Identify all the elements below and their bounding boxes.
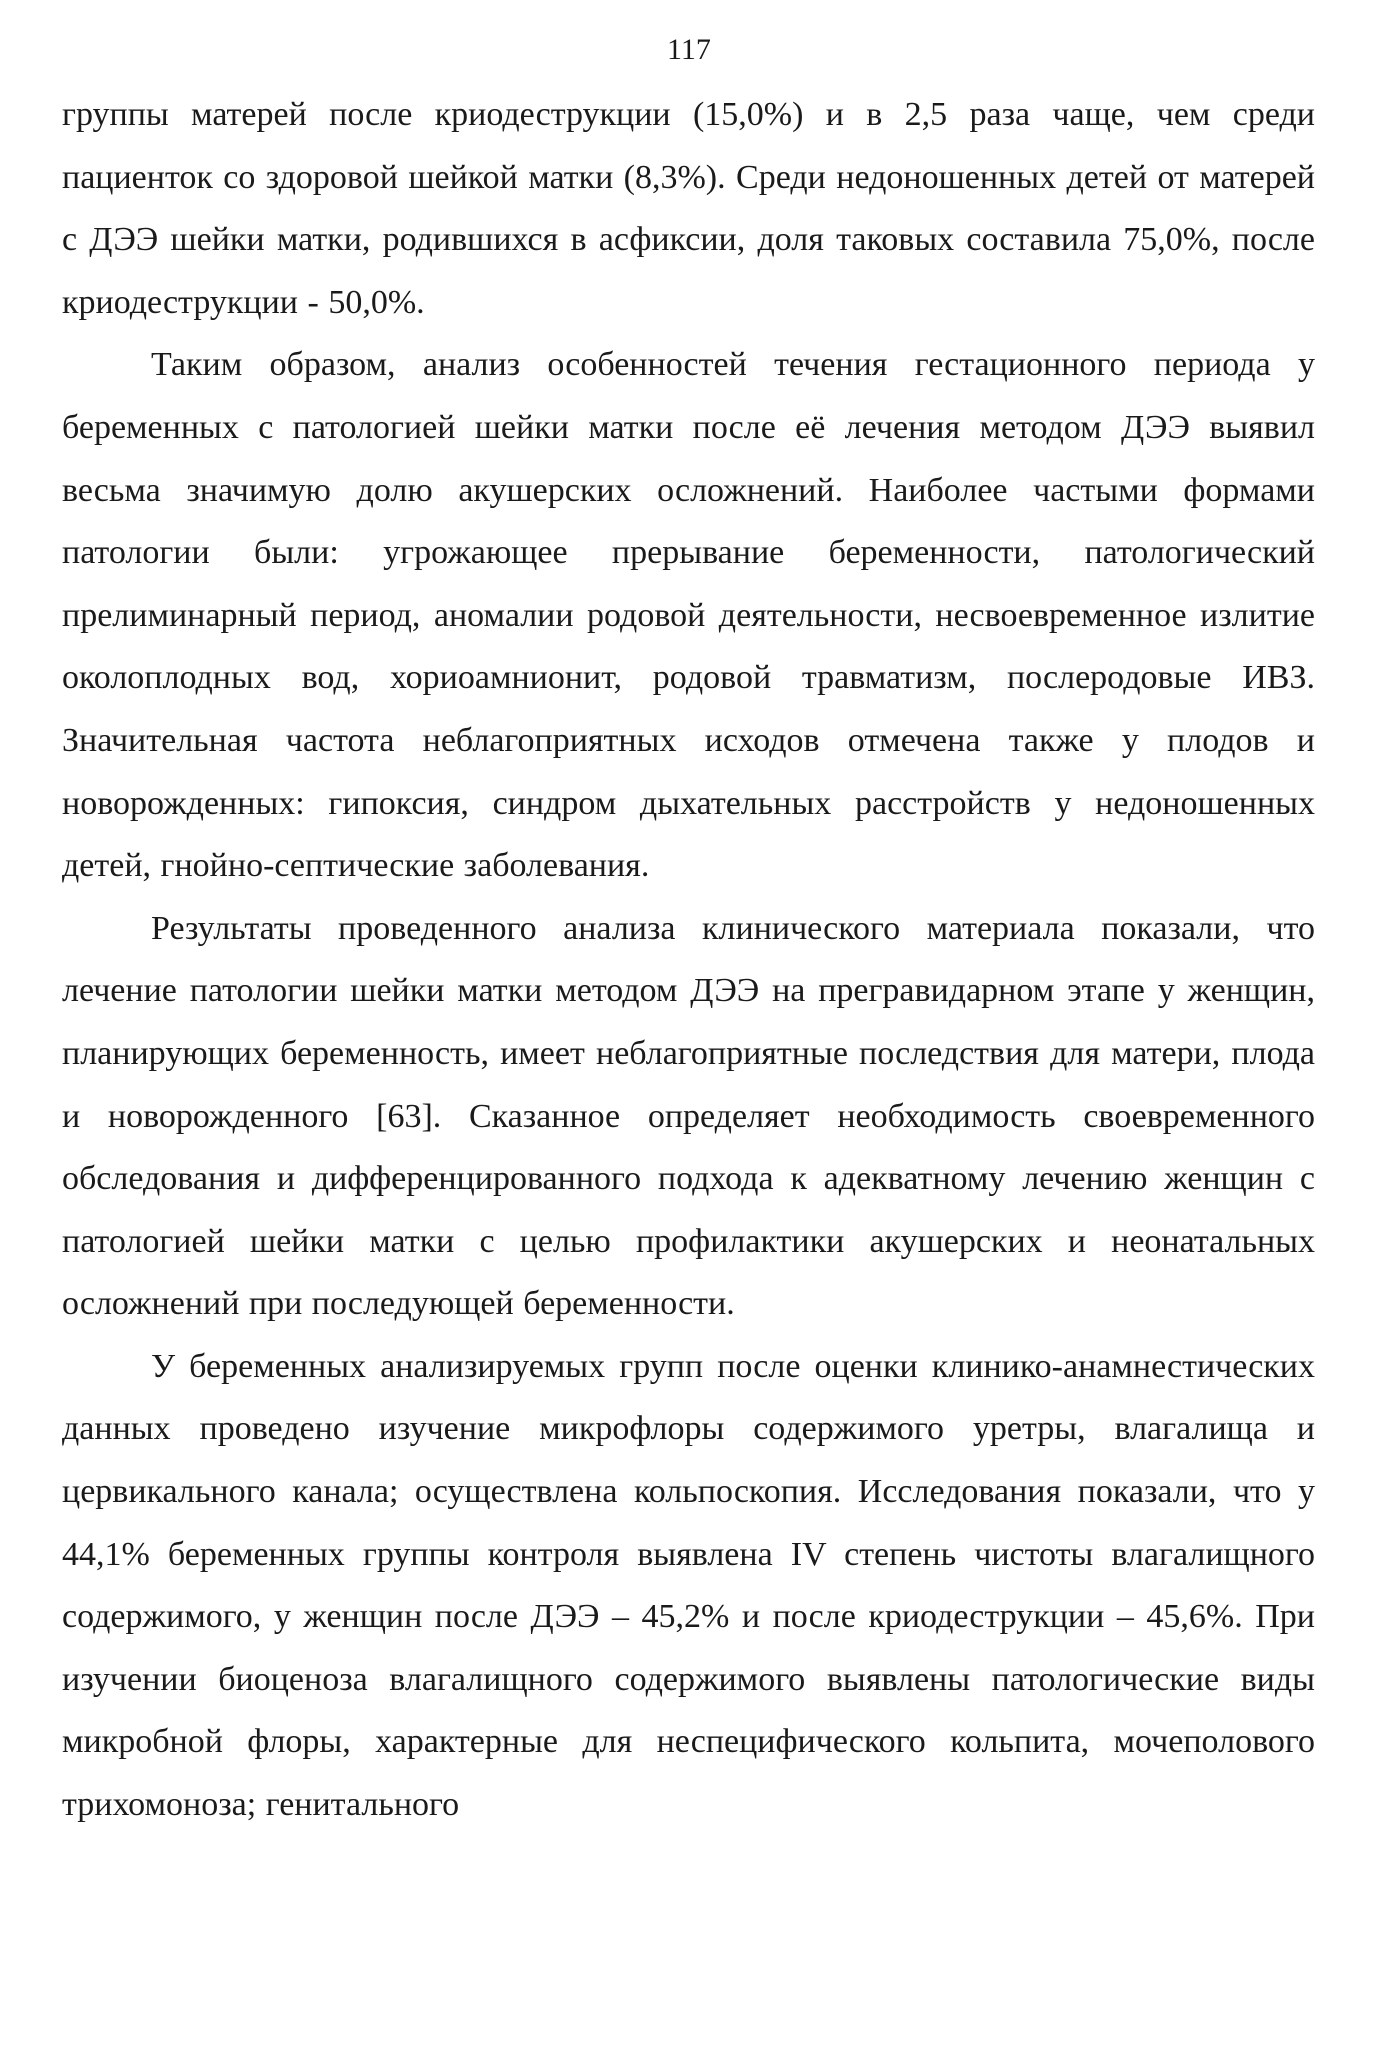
paragraph-microflora: У беременных анализируемых групп после оценки клинико-анамнестических данных проведено изучение микрофлоры содержимого уретры, влагалища и цервикального канала; осуществлена кольпоскопия. Исследования показали, что у 44,1% беременных группы контроля выявлена IV степень чистоты влагалищного содержимого, у женщин после ДЭЭ – 45,2% и после криодеструкции – 45,6%. При изучении биоценоза влагалищного содержимого выявлены патологические виды микробной флоры, характерные для неспецифического кольпита, мочеполового трихомоноза; генитального (62, 1347, 1315, 1824)
paragraph-continuation: группы матерей после криодеструкции (15,0%) и в 2,5 раза чаще, чем среди пациенток со здоровой шейкой матки (8,3%). Среди недоношенных детей от матерей с ДЭЭ шейки матки, родившихся в асфиксии, доля таковых составила 75,0%, после криодеструкции - 50,0%. (62, 96, 1315, 321)
paragraph-conclusion: Таким образом, анализ особенностей течения гестационного периода у беременных с патологией шейки матки после её лечения методом ДЭЭ выявил весьма значимую долю акушерских осложнений. Наиболее частыми формами патологии были: угрожающее прерывание беременности, патологический прелиминарный период, аномалии родовой деятельности, несвоевременное излитие околоплодных вод, хориоамнионит, родовой травматизм, послеродовые ИВЗ. Значительная частота неблагоприятных исходов отмечена также у плодов и новорожденных: гипоксия, синдром дыхательных расстройств у недоношенных детей, гнойно-септические заболевания. (62, 346, 1315, 885)
page-number: 117 (667, 33, 711, 66)
document-body (62, 84, 1315, 1837)
paragraph-results: Результаты проведенного анализа клинического материала показали, что лечение патологии шейки матки методом ДЭЭ на прегравидарном этапе у женщин, планирующих беременность, имеет неблагоприятные последствия для матери, плода и новорожденного [63]. Сказанное определяет необходимость своевременного обследования и дифференцированного подхода к адекватному лечению женщин с патологией шейки матки с целью профилактики акушерских и неонатальных осложнений при последующей беременности. (62, 909, 1315, 1323)
